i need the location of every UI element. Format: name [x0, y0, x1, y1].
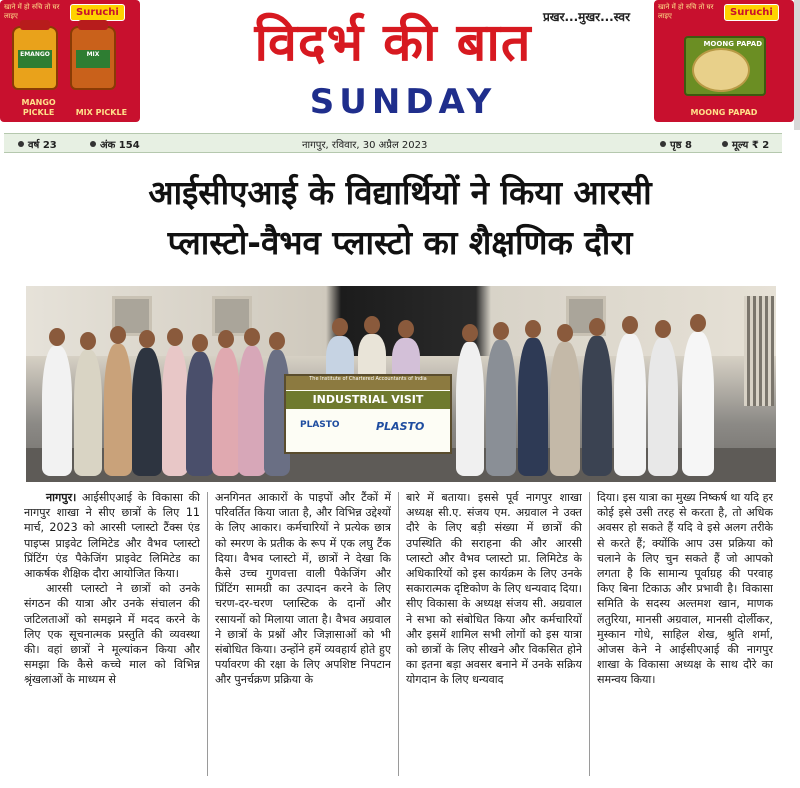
dateline: नागपुर।	[46, 491, 77, 504]
photo-person	[238, 346, 266, 476]
photo-person	[132, 348, 162, 476]
volume-info	[18, 137, 57, 151]
ad-brand-logo: Suruchi	[70, 4, 125, 21]
headline-line-1: आईसीएआई के विद्यार्थियों ने किया आरसी	[148, 173, 652, 212]
banner-title: INDUSTRIAL VISIT	[286, 391, 450, 409]
photo-person	[614, 334, 646, 476]
edition-label: SUNDAY	[309, 82, 497, 122]
headline-line-2: प्लास्टो-वैभव प्लास्टो का शैक्षणिक दौरा	[167, 223, 633, 262]
article-paragraph: दिया। इस यात्रा का मुख्य निष्कर्ष था यदि हर कोई इसे उसी तरह से करता है, तो अधिक अवसर हो सकते हैं यदि वे इसे अलग तरीके से करते हैं; क्योंकि आप उस प्रक्रिया को चलाने के लिए चुन सकते हैं जो आपको लगता है कि सामान्य पूर्वाग्रह की परवाह किए बिना टिकाऊ और प्रभावी है। विकासा समिति के सदस्य अल्तमश खान, माणक लतुरिया, मानसी अग्रवाल, मानसी दोर्लीकर, मुस्कान गोधे, साहिल शेख, श्रुति शर्मा, ओजस केने ने आईसीएआई की नागपुर शाखा के विकासा अध्यक्ष के साथ दौरे का समन्वय किया।	[597, 491, 773, 687]
photo-person	[186, 352, 214, 476]
ad-tagline: खाने में हो रुचि तो घर लाइए	[658, 3, 714, 20]
photo-person	[162, 346, 188, 476]
bullet-icon	[90, 141, 96, 147]
article-column-1	[24, 490, 200, 780]
article-column-3	[406, 490, 582, 780]
article-column-4	[597, 490, 773, 780]
papad-image	[692, 48, 750, 92]
photo-grill	[744, 296, 774, 406]
place-date: नागपुर, रविवार, 30 अप्रैल 2023	[302, 140, 428, 151]
banner-logo-left: PLASTO	[300, 420, 340, 430]
paragraph-text: आईसीएआई के विकासा की नागपुर शाखा ने सीए छात्रों के लिए 11 मार्च, 2023 को आरसी प्लास्टो टैंक्स एंड पाइप्स प्राइवेट लिमिटेड और वैभव प्लास्टो प्रिंटिंग एंड पैकेजिंग प्राइवेट लिमिटेड का आकर्षक शैक्षिक दौरा आयोजित किया।	[24, 491, 200, 581]
article-headline	[12, 168, 788, 268]
jar-label: MIX	[76, 50, 110, 68]
ad-caption-mix: MIX PICKLE	[75, 108, 128, 117]
industrial-visit-banner	[284, 374, 452, 454]
mix-pickle-jar-image	[70, 26, 116, 90]
photo-person	[648, 338, 678, 476]
ad-caption: MOONG PAPAD	[690, 108, 758, 117]
issue-text: अंक 154	[100, 140, 140, 151]
column-divider	[398, 492, 399, 776]
column-divider	[207, 492, 208, 776]
photo-person	[74, 350, 102, 476]
article-paragraph: अनगिनत आकारों के पाइपों और टैंकों में परिवर्तित किया जाता है, और विभिन्न उद्देश्यों के लिए आकार। कर्मचारियों ने प्रत्येक छात्र को स्मरण के प्रतीक के रूप में एक लघु टैंक दिया। वैभव प्लास्टो में, छात्रों ने देखा कि कैसे उच्च गुणवत्ता वाली पैकेजिंग और प्रिंटिंग सामग्री का उत्पादन करने के लिए चरण-दर-चरण प्लास्टिक के दानों और रसायनों को मिलाया जाता है। वैभव अग्रवाल ने छात्रों के प्रश्नों और जिज्ञासाओं को भी संबोधित किया। उन्होंने हमें व्यवहार्य होते हुए पर्यावरण की रक्षा के लिए अपशिष्ट निपटान और पुनर्चक्रण प्रक्रिया के	[215, 491, 391, 687]
pages-info	[660, 137, 692, 151]
photo-person	[518, 338, 548, 476]
group-photo[interactable]	[26, 286, 776, 482]
bullet-icon	[722, 141, 728, 147]
issue-info	[90, 137, 140, 151]
article-body	[24, 490, 784, 780]
photo-person	[456, 342, 484, 476]
ad-caption	[0, 98, 140, 118]
photo-person	[104, 344, 132, 476]
banner-header: The Institute of Chartered Accountants of India	[286, 376, 450, 390]
mango-pickle-jar-image	[12, 26, 58, 90]
photo-person	[42, 346, 72, 476]
ad-tagline: खाने में हो रुचि तो घर लाइए	[4, 3, 60, 20]
photo-person	[550, 342, 580, 476]
column-divider	[589, 492, 590, 776]
masthead	[0, 0, 800, 132]
pages-text: पृष्ठ 8	[670, 140, 693, 151]
photo-person	[486, 340, 516, 476]
photo-person	[212, 348, 240, 476]
ad-suruchi-papad[interactable]	[654, 0, 794, 122]
article-paragraph	[24, 490, 200, 581]
bullet-icon	[660, 141, 666, 147]
pack-label: MOONG PAPAD	[703, 40, 762, 48]
jar-label: EMANGO	[18, 50, 52, 68]
issue-info-strip	[4, 133, 782, 153]
adjacent-ad-edge	[794, 0, 800, 130]
article-paragraph: बारे में बताया। इससे पूर्व नागपुर शाखा अध्यक्ष सी.ए. संजय एम. अग्रवाल ने उक्त दौरे के लिए बड़ी संख्या में छात्रों की उपस्थिति की सराहना की और आरसी प्लास्टो और वैभव प्लास्टो प्रा. लिमिटेड के अधिकारियों को इस कार्यक्रम के लिए उनके सकारात्मक दृष्टिकोण के लिए धन्यवाद दिया। सीए विकासा के अध्यक्ष संजय सी. अग्रवाल ने सभा को संबोधित किया और कर्मचारियों और इसमें शामिल सभी लोगों को इस यात्रा को छात्रों के लिए सीखने और विकसित होने का इतना बड़ा अवसर बनाने में उनके सक्रिय योगदान के लिए धन्यवाद	[406, 491, 582, 687]
price-text: मूल्य ₹ 2	[732, 140, 770, 151]
ad-caption-mango: MANGO PICKLE	[21, 98, 56, 117]
bullet-icon	[18, 141, 24, 147]
photo-person	[582, 336, 612, 476]
ad-brand-logo: Suruchi	[724, 4, 779, 21]
banner-logo-right: PLASTO	[376, 420, 425, 433]
article-paragraph: आरसी प्लास्टो ने छात्रों को उनके संगठन की यात्रा और उनके संचालन की जटिलताओं को समझने में मदद करने के लिए एक सूचनात्मक प्रस्तुति की व्यवस्था की। वहां छात्रों ने मूल्यांकन किया और समझा कि कैसे कच्चे माल को विभिन्न श्रृंखलाओं के माध्यम से	[24, 582, 200, 687]
photo-person	[682, 332, 714, 476]
article-column-2	[215, 490, 391, 780]
paper-title: विदर्भ की बात	[254, 13, 532, 73]
volume-text: वर्ष 23	[28, 140, 57, 151]
price-info	[722, 137, 769, 151]
paper-tagline: प्रखर...मुखर...स्वर	[542, 10, 630, 24]
ad-suruchi-pickle[interactable]	[0, 0, 140, 122]
